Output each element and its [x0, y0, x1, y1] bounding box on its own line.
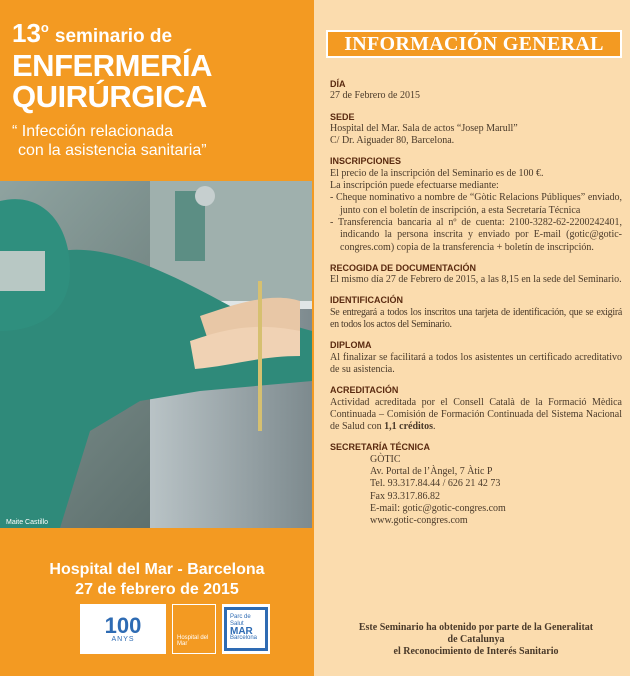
- parc-salut-logo: [224, 607, 268, 651]
- secretaria-address: Av. Portal de l’Àngel, 7 Àtic P: [370, 466, 493, 478]
- section-acreditacion: [330, 384, 622, 433]
- section-identificacion: [330, 294, 622, 331]
- heading-acreditacion: ACREDITACIÓN: [330, 385, 399, 396]
- hospital-mar-text: Hospital del Mar: [177, 635, 209, 647]
- hospital-mar-logo: [172, 604, 216, 654]
- section-recogida: [330, 262, 622, 287]
- venue-line2: 27 de febrero de 2015: [75, 581, 239, 598]
- photo-illustration: [0, 181, 312, 528]
- section-diploma: [330, 339, 622, 376]
- heading-inscripciones: INSCRIPCIONES: [330, 156, 402, 167]
- info-title: INFORMACIÓN GENERAL: [326, 30, 622, 58]
- acreditacion-body: Actividad acreditada por el Consell Català de la Formació Mèdica Continuada – Comisión de Formación Continuada del Sistema Nacional de Salud con: [330, 396, 622, 433]
- text-inscripciones-line1: El precio de la inscripción del Seminario es de 100 €.: [330, 167, 544, 179]
- heading-dia: DÍA: [330, 79, 346, 89]
- secretaria-email: E-mail: gotic@gotic-congres.com: [370, 502, 506, 514]
- heading-sede: SEDE: [330, 111, 355, 122]
- edition-number: 13: [12, 18, 41, 48]
- parc-line3: Barcelona: [230, 635, 258, 641]
- closing-line1: Este Seminario ha obtenido por parte de la Generalitat: [358, 622, 594, 633]
- surgeon-handwashing-photo: [0, 181, 312, 528]
- secretaria-tel: Tel. 93.317.84.44 / 626 21 42 73: [370, 478, 501, 490]
- text-sede-line1: Hospital del Mar. Sala de actos “Josep Marull”: [330, 122, 518, 134]
- subtitle-line1: “ Infección relacionada: [12, 123, 173, 140]
- text-recogida: El mismo día 27 de Febrero de 2015, a las 8,15 en la sede del Seminario.: [330, 274, 622, 286]
- text-identificacion: Se entregará a todos los inscritos una tarjeta de identificación, que se exigirá en todos los actos del Seminario.: [330, 306, 622, 331]
- inscripciones-bullet-cheque: - Cheque nominativo a nombre de “Gòtic Relacions Públiques” enviado, junto con el boletín de inscripción, a esta Secretaría Técnica: [330, 192, 622, 216]
- main-title: [12, 50, 212, 112]
- heading-recogida: RECOGIDA DE DOCUMENTACIÓN: [330, 262, 476, 273]
- secretaria-fax: Fax 93.317.86.82: [370, 490, 440, 502]
- parc-salut-logo-box: [222, 604, 270, 654]
- secretaria-web: www.gotic-congres.com: [370, 515, 468, 527]
- centenary-number: 100: [104, 612, 142, 638]
- venue-line1: Hospital del Mar - Barcelona: [49, 561, 265, 578]
- section-secretaria: [330, 441, 622, 527]
- text-acreditacion: [330, 397, 622, 434]
- text-sede-line2: C/ Dr. Aiguader 80, Barcelona.: [330, 135, 455, 147]
- secretaria-name: GÒTIC: [370, 453, 401, 465]
- centenary-logo: [80, 604, 166, 654]
- main-title-line1: ENFERMERÍA: [12, 48, 212, 83]
- main-title-line2: QUIRÚRGICA: [12, 79, 207, 114]
- section-inscripciones: [330, 155, 622, 253]
- section-sede: [330, 111, 622, 148]
- text-inscripciones-line2: La inscripción puede efectuarse mediante:: [330, 180, 499, 192]
- section-dia: [330, 78, 622, 103]
- edition-title: [12, 18, 172, 49]
- inscripciones-bullet-transfer: - Transferencia bancaria al nº de cuenta: 2100-3282-62-2200242401, indicando la persona inscrita y enviado por E-mail (gotic@gotic-congres.com) copia de la transferencia + boletín de inscripción.: [330, 216, 622, 253]
- edition-suffix: o: [40, 20, 49, 35]
- edition-rest: seminario de: [54, 26, 173, 47]
- text-diploma: Al finalizar se facilitará a todos los asistentes un certificado acreditativo de su asistencia.: [330, 351, 622, 375]
- heading-secretaria: SECRETARÍA TÉCNICA: [330, 442, 431, 453]
- closing-line3: el Reconocimiento de Interés Sanitario: [393, 646, 559, 657]
- closing-note: [330, 622, 622, 658]
- subtitle: [12, 122, 207, 160]
- heading-identificacion: IDENTIFICACIÓN: [330, 295, 403, 306]
- acreditacion-end: .: [433, 421, 436, 433]
- venue-banner: [0, 560, 314, 600]
- bottom-strip: [0, 676, 630, 683]
- sponsor-logos: [80, 604, 270, 654]
- info-content: [330, 78, 622, 536]
- parc-line2: MAR: [230, 626, 253, 637]
- photo-credit: Maite Castillo: [6, 519, 49, 526]
- heading-diploma: DIPLOMA: [330, 340, 372, 351]
- subtitle-line2: con la asistencia sanitaria”: [18, 142, 207, 159]
- acreditacion-credits: 1,1 créditos: [384, 421, 434, 433]
- text-dia: 27 de Febrero de 2015: [330, 90, 420, 102]
- parc-line1: Parc de Salut: [230, 614, 251, 627]
- centenary-text: ANYS: [111, 635, 135, 643]
- closing-line2: de Catalunya: [447, 634, 505, 645]
